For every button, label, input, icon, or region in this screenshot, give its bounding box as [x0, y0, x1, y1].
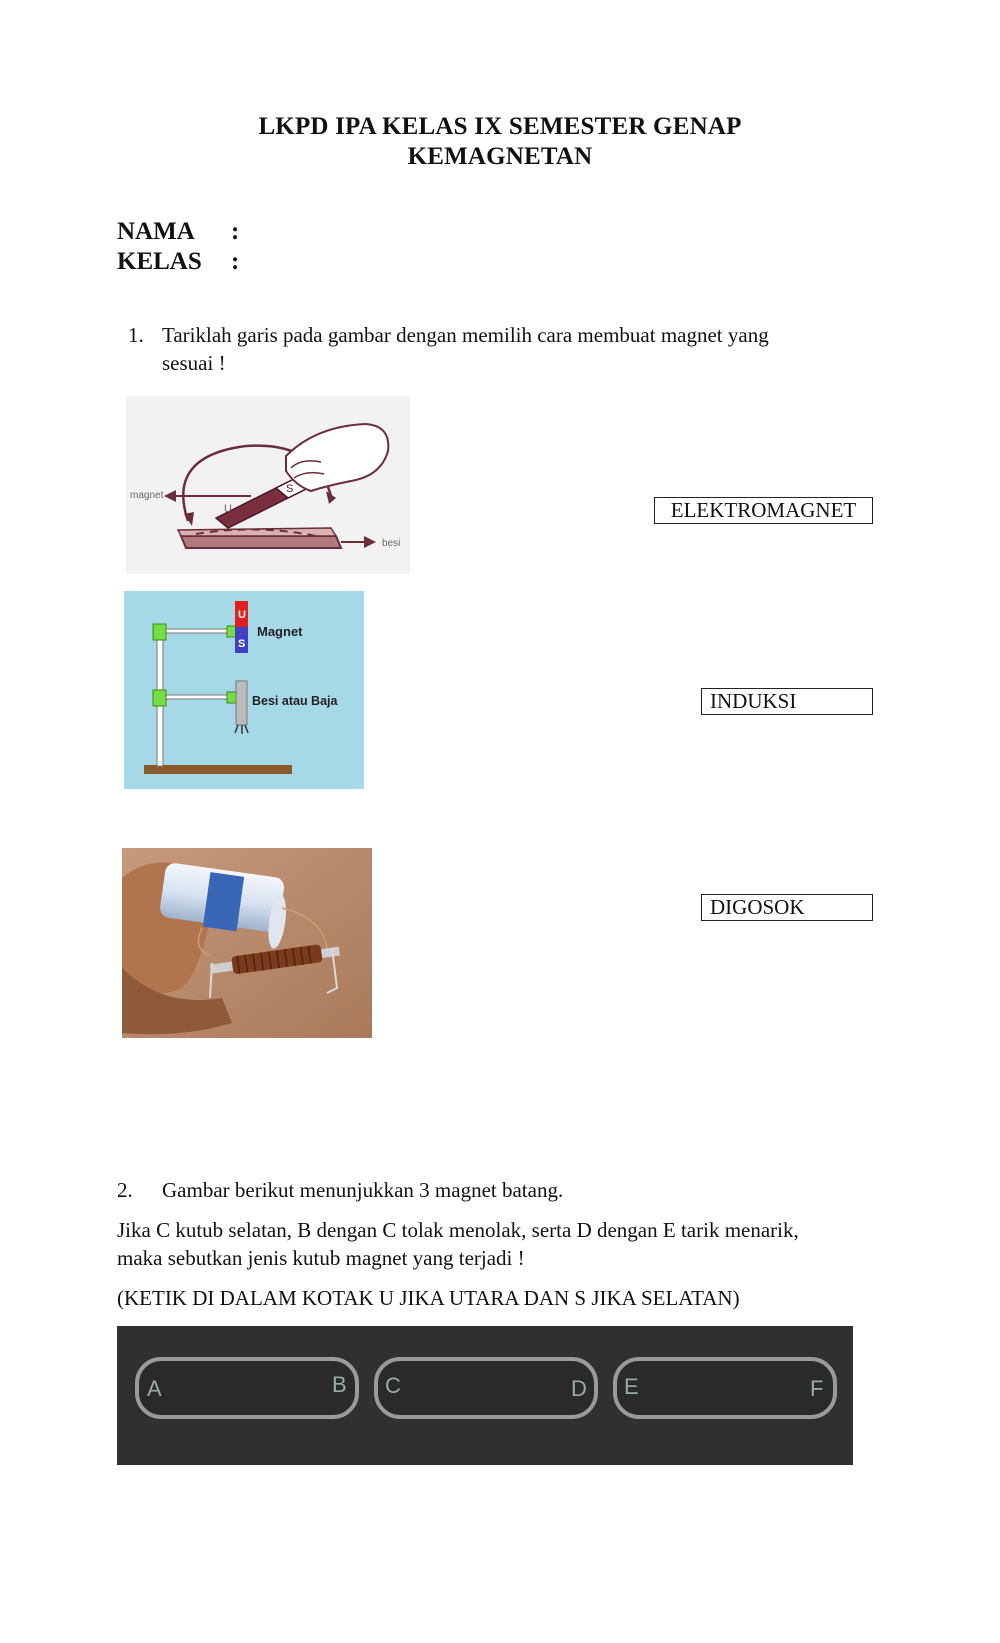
kelas-colon: :	[231, 248, 240, 275]
induction-label-magnet: Magnet	[257, 624, 303, 639]
nama-colon: :	[231, 218, 240, 245]
pole-input-b[interactable]	[267, 1368, 327, 1408]
question1-text-line1: Tariklah garis pada gambar dengan memilih cara membuat magnet yang	[162, 323, 769, 347]
induction-method-image	[124, 591, 364, 789]
electromagnet-method-image	[122, 848, 372, 1038]
pole-input-e[interactable]	[647, 1368, 707, 1408]
question1-text-line2: sesuai !	[162, 351, 226, 375]
pole-label-b: B	[332, 1372, 347, 1397]
pole-input-f[interactable]	[745, 1368, 805, 1408]
rubbing-label-u: U	[224, 503, 232, 515]
rubbing-label-besi: besi	[382, 538, 401, 549]
pole-label-a: A	[147, 1376, 162, 1401]
pole-label-c: C	[385, 1373, 401, 1398]
pole-input-d[interactable]	[506, 1368, 566, 1408]
question2-desc-line1: Jika C kutub selatan, B dengan C tolak menolak, serta D dengan E tarik menarik,	[117, 1218, 799, 1242]
question2-instruction: (KETIK DI DALAM KOTAK U JIKA UTARA DAN S JIKA SELATAN)	[117, 1286, 740, 1310]
question2-desc-line2: maka sebutkan jenis kutub magnet yang terjadi !	[117, 1246, 525, 1270]
kelas-input[interactable]	[250, 252, 650, 278]
rubbing-label-s: S	[286, 483, 294, 495]
pole-label-e: E	[624, 1374, 639, 1399]
question2-number: 2.	[117, 1178, 133, 1202]
rubbing-method-image	[126, 396, 410, 574]
kelas-label: KELAS	[117, 248, 202, 275]
induction-label-besi: Besi atau Baja	[252, 694, 338, 708]
nama-label: NAMA	[117, 218, 195, 245]
rubbing-label-magnet: magnet	[130, 490, 164, 501]
pole-input-a[interactable]	[169, 1368, 229, 1408]
pole-label-f: F	[810, 1376, 824, 1401]
induction-label-u: U	[238, 609, 246, 621]
question2-text: Gambar berikut menunjukkan 3 magnet batang.	[162, 1178, 564, 1202]
bar-magnets-panel	[117, 1326, 853, 1465]
option-elektromagnet[interactable]: ELEKTROMAGNET	[654, 497, 873, 524]
option-digosok[interactable]: DIGOSOK	[701, 894, 873, 921]
option-induksi[interactable]: INDUKSI	[701, 688, 873, 715]
page-title-line1: LKPD IPA KELAS IX SEMESTER GENAP	[258, 113, 742, 140]
pole-label-d: D	[571, 1376, 587, 1401]
nama-input[interactable]	[250, 222, 650, 248]
pole-input-c[interactable]	[408, 1368, 468, 1408]
question1-number: 1.	[128, 323, 144, 347]
page-title-line2: KEMAGNETAN	[407, 143, 593, 170]
induction-label-s: S	[238, 638, 246, 650]
